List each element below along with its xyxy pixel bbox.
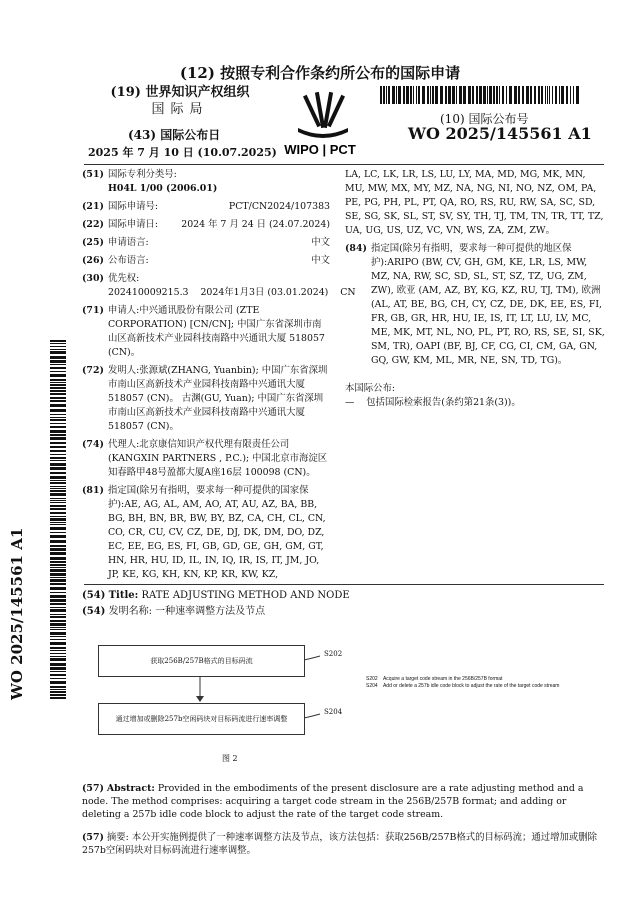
field-71: (71) 申请人:中兴通讯股份有限公司 (ZTE CORPORATION) [CN/CN]; 中国广东省深圳市南山区高新技术产业园科技南路中兴通讯大厦 518057 (CN)。	[82, 305, 325, 358]
flow-box-s202: 获取256B/257B格式的目标码流	[98, 645, 305, 677]
left-column	[82, 168, 356, 586]
pubdate: 2025 年 7 月 10 日 (10.07.2025)	[88, 146, 277, 159]
legend-s204: S204 Add or delete a 257b idle code block to adjust the rate of the target code stream	[366, 683, 560, 689]
divider	[84, 164, 604, 165]
org-code: (19)	[110, 85, 141, 100]
divider	[84, 584, 604, 585]
flow-arrows	[98, 640, 608, 770]
side-pubno: WO 2025/145561 A1	[8, 527, 26, 700]
right-column	[345, 168, 607, 410]
figure-caption: 图 2	[222, 754, 238, 763]
barcode-icon	[380, 86, 580, 104]
field-30: (30) 优先权: 202410009215.3 2024年1月3日 (03.01.2024) CN	[82, 273, 356, 298]
published-item: — 包括国际检索报告(条约第21条(3))。	[345, 397, 521, 408]
field-84: (84) 指定国(除另有指明，要求每一种可提供的地区保护):ARIPO (BW, CV, GH, GM, KE, LR, LS, MW, MZ, NA, RW, SC, SD, SL, ST, SZ, TZ, UG, ZM, ZW), 欧亚 (AM, AZ, BY, KG, KZ, RU, TJ, TM), 欧洲 (AL, AT, BE, BG, CH, CY, CZ, DE, DK, EE, ES, FI, FR, GB, GR, HR, HU, IE, IS, IT, LT, LU, LV, MC, ME, MK, MT, NL, NO, PL, PT, RO, RS, SE, SI, SK, SM, TR), OAPI (BF, BJ, CF, CG, CI, CM, GA, GN, GQ, GW, KM, ML, MR, NE, SN, TD, TG)。	[345, 243, 605, 366]
field-26: (26) 公布语言: 中文	[82, 255, 330, 266]
field-51: (51) 国际专利分类号: H04L 1/00 (2006.01)	[82, 169, 218, 194]
field-81-cont: LA, LC, LK, LR, LS, LU, LY, MA, MD, MG, MK, MN, MU, MW, MX, MY, MZ, NA, NG, NI, NO, NZ, OM, PA, PE, PG, PH, PL, PT, QA, RO, RS, RU, RW, SA, SC, SD, SE, SG, SK, SL, ST, SV, SY, TH, TJ, TM, TN, TR, TT, TZ, UA, UG, US, UZ, VC, VN, WS, ZA, ZM, ZW。	[345, 169, 604, 236]
field-74: (74) 代理人:北京康信知识产权代理有限责任公司 (KANGXIN PARTNERS , P.C.); 中国北京市海淀区知春路甲48号盈都大厦A座16层 100098 (CN)。	[82, 439, 328, 478]
document-title: (12) 按照专利合作条约所公布的国际申请	[179, 64, 461, 82]
wipo-label: WIPO | PCT	[284, 142, 356, 157]
label-s204: S204	[324, 708, 343, 716]
org-sub: 国际局	[151, 102, 209, 117]
field-25: (25) 申请语言: 中文	[82, 237, 330, 248]
pubno: WO 2025/145561 A1	[408, 124, 592, 143]
figure	[98, 640, 608, 770]
pubdate-label: (43) 国际公布日	[128, 128, 221, 142]
flow-box-s204: 通过增加或删除257b空闲码块对目标码流进行速率调整	[98, 703, 305, 735]
pubno-label: (10) 国际公布号	[440, 112, 529, 126]
side-barcode-icon	[50, 340, 66, 700]
org-name: 世界知识产权组织	[145, 85, 250, 100]
legend-s202: S202 Acquire a target code stream in the 256B/257B format	[366, 676, 503, 682]
title-block: (54) Title: RATE ADJUSTING METHOD AND NODE (54) 发明名称: 一种速率调整方法及节点	[82, 590, 350, 617]
wipo-logo	[268, 88, 373, 158]
label-s202: S202	[324, 650, 343, 658]
field-81: (81) 指定国(除另有指明，要求每一种可提供的国家保护):AE, AG, AL, AM, AO, AT, AU, AZ, BA, BB, BG, BH, BN, BR, BW, BY, BZ, CA, CH, CL, CN, CO, CR, CU, CV, CZ, DE, DJ, DK, DM, DO, DZ, EC, EE, EG, ES, FI, GB, GD, GE, GH, GM, GT, HN, HR, HU, ID, IL, IN, IQ, IR, IS, IT, JM, JO, JP, KE, KG, KH, KN, KP, KR, KW, KZ,	[82, 485, 326, 580]
field-21: (21) 国际申请号: PCT/CN2024/107383	[82, 201, 330, 212]
published-label: 本国际公布:	[345, 383, 396, 394]
abstract: (57) Abstract: Provided in the embodiments of the present disclosure are a rate adjusting method and a node. The method comprises: acquiring a target code stream in the 256B/257B format; and adding or deleting a 257b idle code block to adjust the rate of the target code stream. (57) 摘要: 本公开实施例提供了一种速率调整方法及节点，该方法包括：获取256B/257B格式的目标码流；通过增加或删除257b空闲码块对目标码流进行速率调整。	[82, 783, 598, 856]
field-22: (22) 国际申请日: 2024 年 7 月 24 日 (24.07.2024)	[82, 219, 330, 230]
organization	[95, 84, 265, 118]
field-72: (72) 发明人:张源斌(ZHANG, Yuanbin); 中国广东省深圳市南山区高新技术产业园科技南路中兴通讯大厦 518057 (CN)。 古渊(GU, Yuan); 中国广东省深圳市南山区高新技术产业园科技南路中兴通讯大厦 518057 (CN)。	[82, 365, 328, 432]
